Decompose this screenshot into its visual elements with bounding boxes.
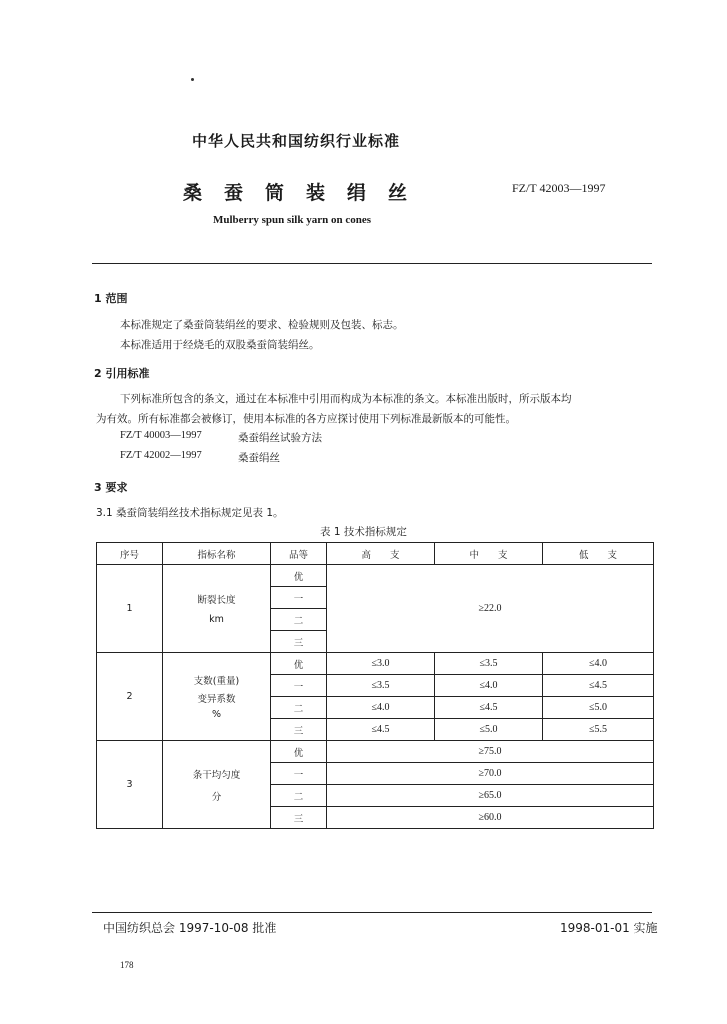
reference-1-number: FZ/T 40003—1997 <box>120 430 202 441</box>
effective-date: 1998-01-01 实施 <box>560 921 658 935</box>
section-2-para-1b: 为有效。所有标准都会被修订，使用本标准的各方应探讨使用下列标准最新版本的可能性。 <box>96 413 516 425</box>
row2-value-0-mid: ≤3.5 <box>435 653 543 675</box>
row2-value-2-mid: ≤4.5 <box>435 697 543 719</box>
row2-value-3-mid: ≤5.0 <box>435 719 543 741</box>
row2-name-line2: 变异系数 <box>197 694 236 705</box>
row2-value-2-low: ≤5.0 <box>543 697 654 719</box>
row1-name <box>163 565 271 653</box>
table-row <box>97 741 654 763</box>
standard-title-en: Mulberry spun silk yarn on cones <box>213 214 371 226</box>
row3-name-line1: 条干均匀度 <box>192 769 241 781</box>
row2-grade-0: 优 <box>271 653 327 675</box>
row2-value-0-high: ≤3.0 <box>327 653 435 675</box>
row1-value: ≥22.0 <box>327 565 654 653</box>
section-1-para-1: 本标准规定了桑蚕筒装绢丝的要求、检验规则及包装、标志。 <box>120 319 404 331</box>
header-name: 指标名称 <box>163 543 271 565</box>
row1-seq: 1 <box>97 565 163 653</box>
row3-grade-3: 三 <box>271 807 327 829</box>
header-grade: 品等 <box>271 543 327 565</box>
standard-title-cn: 桑蚕筒装绢丝 <box>183 182 430 204</box>
row2-seq: 2 <box>97 653 163 741</box>
row2-value-1-mid: ≤4.0 <box>435 675 543 697</box>
row2-name-line1: 支数(重量) <box>193 676 240 687</box>
table-row <box>97 653 654 675</box>
row3-value-2: ≥65.0 <box>327 785 654 807</box>
section-3-para-1: 3.1 桑蚕筒装绢丝技术指标规定见表 1。 <box>96 507 284 519</box>
standard-number: FZ/T 42003—1997 <box>512 181 606 195</box>
header-mid: 中 支 <box>435 543 543 565</box>
header-low: 低 支 <box>543 543 654 565</box>
row1-name-line2: km <box>209 614 224 625</box>
row3-grade-2: 二 <box>271 785 327 807</box>
page-number: 178 <box>120 960 134 970</box>
approval-date: 中国纺织总会 1997-10-08 批准 <box>103 921 277 935</box>
row3-grade-1: 一 <box>271 763 327 785</box>
table-header-row <box>97 543 654 565</box>
row2-grade-3: 三 <box>271 719 327 741</box>
row3-name-line2: 分 <box>211 791 222 803</box>
row2-value-1-low: ≤4.5 <box>543 675 654 697</box>
reference-2-name: 桑蚕绢丝 <box>238 452 280 464</box>
table-caption: 表 1 技术指标规定 <box>320 526 407 538</box>
row2-name-line3: % <box>211 709 222 720</box>
row2-grade-1: 一 <box>271 675 327 697</box>
row1-grade-3: 三 <box>271 631 327 653</box>
row1-grade-2: 二 <box>271 609 327 631</box>
row2-value-1-high: ≤3.5 <box>327 675 435 697</box>
row3-grade-0: 优 <box>271 741 327 763</box>
footer-rule <box>92 912 652 913</box>
row2-name <box>163 653 271 741</box>
scan-dot <box>191 78 194 81</box>
row3-seq: 3 <box>97 741 163 829</box>
row3-value-1: ≥70.0 <box>327 763 654 785</box>
row3-value-0: ≥75.0 <box>327 741 654 763</box>
issuing-org: 中华人民共和国纺织行业标准 <box>192 132 401 150</box>
spec-table <box>96 542 654 829</box>
row2-value-3-high: ≤4.5 <box>327 719 435 741</box>
section-2-heading: 2 引用标准 <box>94 367 150 380</box>
row2-value-2-high: ≤4.0 <box>327 697 435 719</box>
section-1-heading: 1 范围 <box>94 292 128 305</box>
row3-value-3: ≥60.0 <box>327 807 654 829</box>
row2-value-0-low: ≤4.0 <box>543 653 654 675</box>
section-1-para-2: 本标准适用于经烧毛的双股桑蚕筒装绢丝。 <box>120 339 320 351</box>
row2-grade-2: 二 <box>271 697 327 719</box>
section-3-heading: 3 要求 <box>94 481 128 494</box>
reference-1-name: 桑蚕绢丝试验方法 <box>238 432 322 444</box>
header-seq: 序号 <box>97 543 163 565</box>
row3-name <box>163 741 271 829</box>
row1-grade-1: 一 <box>271 587 327 609</box>
header-rule <box>92 263 652 264</box>
section-2-para-1a: 下列标准所包含的条文，通过在本标准中引用而构成为本标准的条文。本标准出版时，所示版本均 <box>120 393 572 405</box>
reference-2-number: FZ/T 42002—1997 <box>120 450 202 461</box>
table-row <box>97 565 654 587</box>
header-high: 高 支 <box>327 543 435 565</box>
row1-grade-0: 优 <box>271 565 327 587</box>
row1-name-line1: 断裂长度 <box>197 595 236 606</box>
row2-value-3-low: ≤5.5 <box>543 719 654 741</box>
